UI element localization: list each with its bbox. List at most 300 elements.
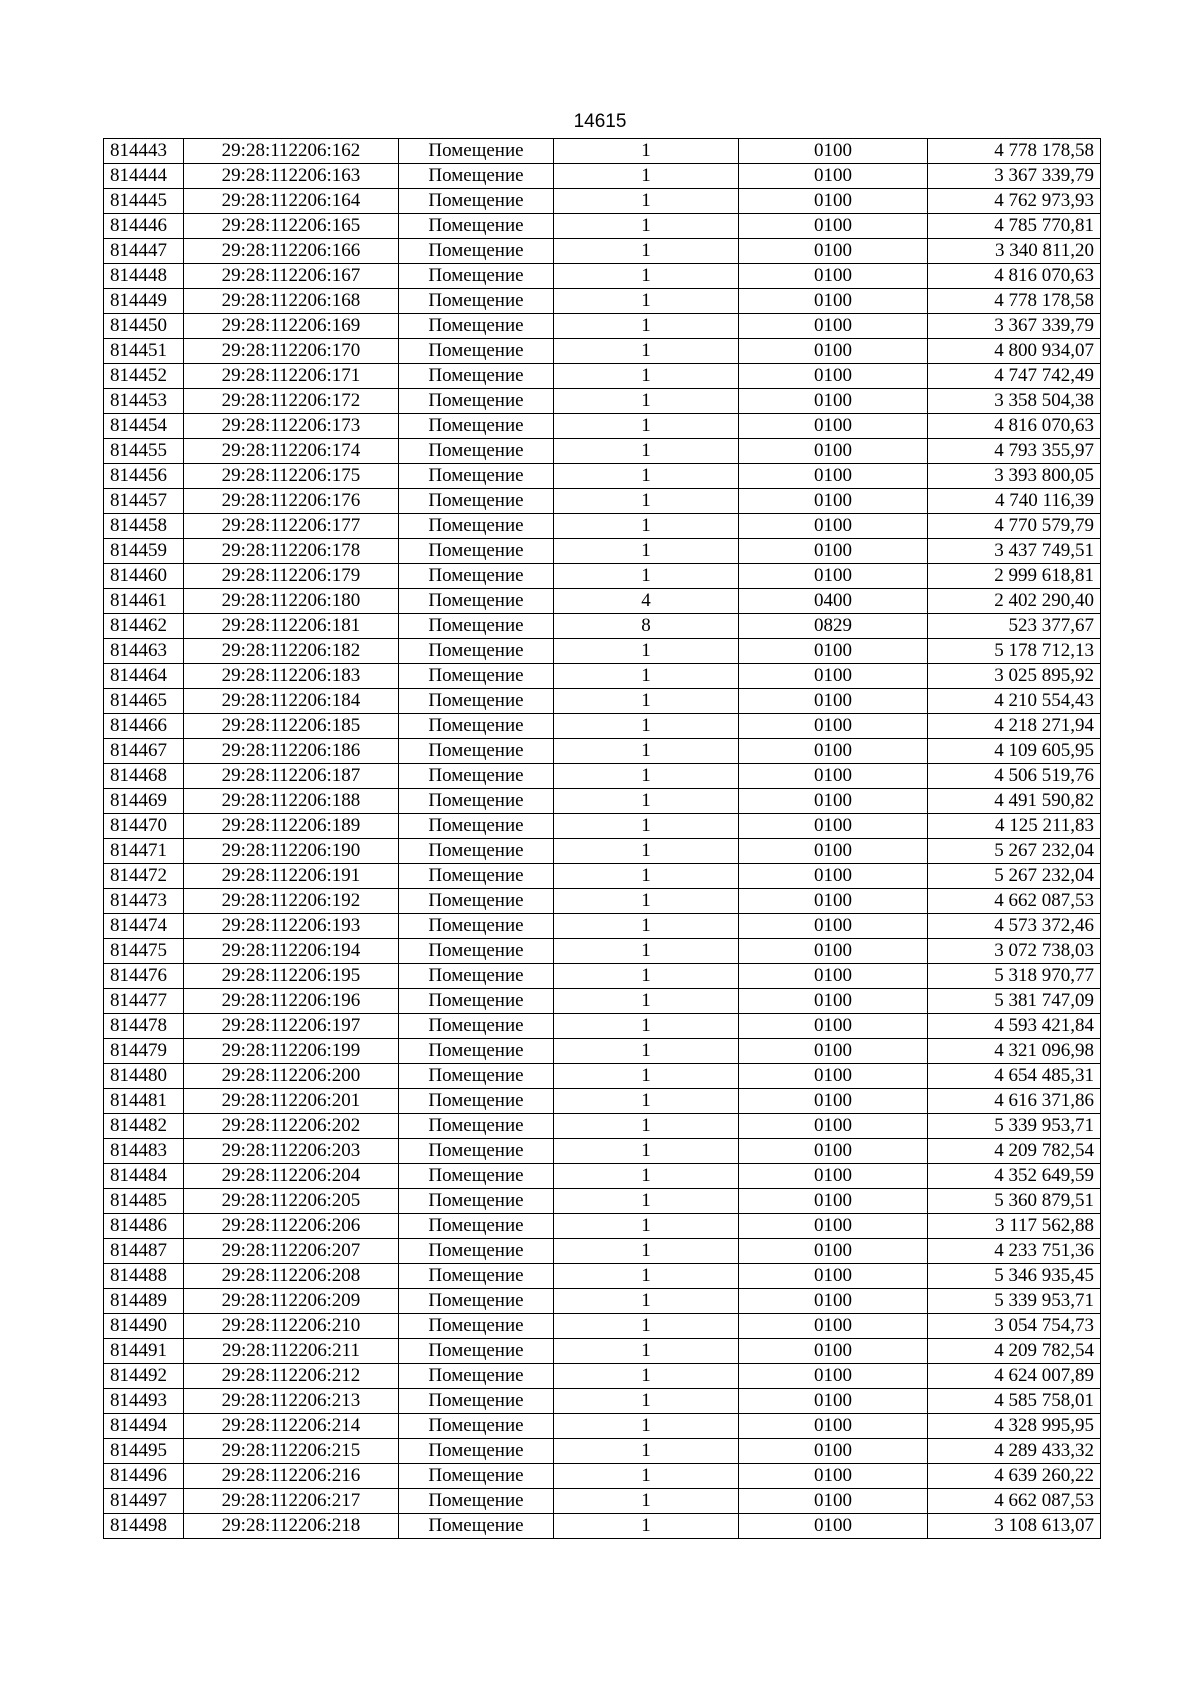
code-cell: 0100: [739, 1289, 928, 1314]
row-id-cell: 814461: [104, 589, 184, 614]
cadastral-number-cell: 29:28:112206:207: [184, 1239, 399, 1264]
cadastral-value-cell: 3 367 339,79: [928, 314, 1101, 339]
table-row: [104, 889, 1101, 914]
count-cell: 1: [554, 764, 739, 789]
table-row: [104, 464, 1101, 489]
cadastral-value-cell: 4 585 758,01: [928, 1389, 1101, 1414]
count-cell: 1: [554, 714, 739, 739]
table-row: [104, 1139, 1101, 1164]
code-cell: 0100: [739, 714, 928, 739]
row-id-cell: 814490: [104, 1314, 184, 1339]
table-row: [104, 539, 1101, 564]
cadastral-value-cell: 4 662 087,53: [928, 889, 1101, 914]
code-cell: 0100: [739, 914, 928, 939]
code-cell: 0100: [739, 1464, 928, 1489]
table-row: [104, 1289, 1101, 1314]
object-type-cell: Помещение: [399, 464, 554, 489]
cadastral-value-cell: 4 328 995,95: [928, 1414, 1101, 1439]
object-type-cell: Помещение: [399, 164, 554, 189]
cadastral-value-cell: 4 639 260,22: [928, 1464, 1101, 1489]
table-row: [104, 989, 1101, 1014]
code-cell: 0100: [739, 564, 928, 589]
row-id-cell: 814486: [104, 1214, 184, 1239]
cadastral-number-cell: 29:28:112206:186: [184, 739, 399, 764]
count-cell: 1: [554, 664, 739, 689]
count-cell: 1: [554, 314, 739, 339]
object-type-cell: Помещение: [399, 1389, 554, 1414]
row-id-cell: 814482: [104, 1114, 184, 1139]
code-cell: 0100: [739, 864, 928, 889]
cadastral-number-cell: 29:28:112206:187: [184, 764, 399, 789]
count-cell: 1: [554, 1114, 739, 1139]
row-id-cell: 814471: [104, 839, 184, 864]
object-type-cell: Помещение: [399, 1339, 554, 1364]
code-cell: 0100: [739, 1189, 928, 1214]
cadastral-number-cell: 29:28:112206:202: [184, 1114, 399, 1139]
cadastral-number-cell: 29:28:112206:190: [184, 839, 399, 864]
code-cell: 0829: [739, 614, 928, 639]
row-id-cell: 814449: [104, 289, 184, 314]
code-cell: 0100: [739, 889, 928, 914]
table-row: [104, 239, 1101, 264]
row-id-cell: 814463: [104, 639, 184, 664]
code-cell: 0100: [739, 1339, 928, 1364]
table-row: [104, 1414, 1101, 1439]
row-id-cell: 814498: [104, 1514, 184, 1539]
cadastral-value-cell: 5 267 232,04: [928, 839, 1101, 864]
cadastral-value-cell: 2 999 618,81: [928, 564, 1101, 589]
code-cell: 0100: [739, 189, 928, 214]
count-cell: 1: [554, 339, 739, 364]
count-cell: 1: [554, 1464, 739, 1489]
row-id-cell: 814470: [104, 814, 184, 839]
table-row: [104, 664, 1101, 689]
table-row: [104, 1464, 1101, 1489]
row-id-cell: 814495: [104, 1439, 184, 1464]
cadastral-value-cell: 3 117 562,88: [928, 1214, 1101, 1239]
count-cell: 1: [554, 564, 739, 589]
cadastral-value-cell: 4 770 579,79: [928, 514, 1101, 539]
registry-table: [103, 138, 1101, 1539]
object-type-cell: Помещение: [399, 614, 554, 639]
object-type-cell: Помещение: [399, 1214, 554, 1239]
count-cell: 1: [554, 939, 739, 964]
object-type-cell: Помещение: [399, 839, 554, 864]
table-row: [104, 1514, 1101, 1539]
row-id-cell: 814462: [104, 614, 184, 639]
count-cell: 1: [554, 1189, 739, 1214]
count-cell: 1: [554, 689, 739, 714]
cadastral-value-cell: 4 209 782,54: [928, 1339, 1101, 1364]
object-type-cell: Помещение: [399, 964, 554, 989]
count-cell: 1: [554, 964, 739, 989]
table-row: [104, 1014, 1101, 1039]
table-row: [104, 1189, 1101, 1214]
cadastral-number-cell: 29:28:112206:213: [184, 1389, 399, 1414]
cadastral-number-cell: 29:28:112206:197: [184, 1014, 399, 1039]
object-type-cell: Помещение: [399, 989, 554, 1014]
row-id-cell: 814443: [104, 139, 184, 164]
cadastral-number-cell: 29:28:112206:217: [184, 1489, 399, 1514]
table-row: [104, 214, 1101, 239]
table-row: [104, 264, 1101, 289]
code-cell: 0100: [739, 239, 928, 264]
cadastral-value-cell: 3 072 738,03: [928, 939, 1101, 964]
cadastral-value-cell: 3 340 811,20: [928, 239, 1101, 264]
cadastral-value-cell: 3 367 339,79: [928, 164, 1101, 189]
code-cell: 0100: [739, 1139, 928, 1164]
code-cell: 0100: [739, 314, 928, 339]
table-row: [104, 764, 1101, 789]
cadastral-value-cell: 4 816 070,63: [928, 264, 1101, 289]
cadastral-number-cell: 29:28:112206:189: [184, 814, 399, 839]
cadastral-value-cell: 4 209 782,54: [928, 1139, 1101, 1164]
object-type-cell: Помещение: [399, 1489, 554, 1514]
table-row: [104, 489, 1101, 514]
count-cell: 1: [554, 464, 739, 489]
row-id-cell: 814456: [104, 464, 184, 489]
row-id-cell: 814497: [104, 1489, 184, 1514]
table-row: [104, 314, 1101, 339]
cadastral-value-cell: 5 339 953,71: [928, 1289, 1101, 1314]
code-cell: 0100: [739, 1214, 928, 1239]
cadastral-number-cell: 29:28:112206:205: [184, 1189, 399, 1214]
cadastral-number-cell: 29:28:112206:195: [184, 964, 399, 989]
count-cell: 1: [554, 439, 739, 464]
row-id-cell: 814447: [104, 239, 184, 264]
cadastral-value-cell: 4 218 271,94: [928, 714, 1101, 739]
row-id-cell: 814493: [104, 1389, 184, 1414]
cadastral-number-cell: 29:28:112206:192: [184, 889, 399, 914]
cadastral-number-cell: 29:28:112206:200: [184, 1064, 399, 1089]
count-cell: 1: [554, 189, 739, 214]
count-cell: 1: [554, 864, 739, 889]
table-row: [104, 739, 1101, 764]
cadastral-number-cell: 29:28:112206:212: [184, 1364, 399, 1389]
cadastral-number-cell: 29:28:112206:196: [184, 989, 399, 1014]
table-row: [104, 364, 1101, 389]
count-cell: 1: [554, 164, 739, 189]
count-cell: 1: [554, 1239, 739, 1264]
row-id-cell: 814474: [104, 914, 184, 939]
cadastral-number-cell: 29:28:112206:162: [184, 139, 399, 164]
cadastral-number-cell: 29:28:112206:175: [184, 464, 399, 489]
object-type-cell: Помещение: [399, 239, 554, 264]
code-cell: 0100: [739, 1164, 928, 1189]
object-type-cell: Помещение: [399, 764, 554, 789]
cadastral-number-cell: 29:28:112206:168: [184, 289, 399, 314]
code-cell: 0400: [739, 589, 928, 614]
object-type-cell: Помещение: [399, 739, 554, 764]
table-row: [104, 1164, 1101, 1189]
count-cell: 1: [554, 414, 739, 439]
cadastral-number-cell: 29:28:112206:211: [184, 1339, 399, 1364]
cadastral-value-cell: 523 377,67: [928, 614, 1101, 639]
row-id-cell: 814444: [104, 164, 184, 189]
row-id-cell: 814480: [104, 1064, 184, 1089]
code-cell: 0100: [739, 1239, 928, 1264]
cadastral-value-cell: 3 393 800,05: [928, 464, 1101, 489]
code-cell: 0100: [739, 539, 928, 564]
table-row: [104, 339, 1101, 364]
cadastral-value-cell: 2 402 290,40: [928, 589, 1101, 614]
row-id-cell: 814475: [104, 939, 184, 964]
cadastral-value-cell: 4 491 590,82: [928, 789, 1101, 814]
object-type-cell: Помещение: [399, 489, 554, 514]
table-row: [104, 514, 1101, 539]
code-cell: 0100: [739, 489, 928, 514]
code-cell: 0100: [739, 289, 928, 314]
count-cell: 1: [554, 739, 739, 764]
table-row: [104, 689, 1101, 714]
count-cell: 1: [554, 989, 739, 1014]
object-type-cell: Помещение: [399, 714, 554, 739]
table-row: [104, 1214, 1101, 1239]
code-cell: 0100: [739, 814, 928, 839]
cadastral-value-cell: 4 289 433,32: [928, 1439, 1101, 1464]
table-row: [104, 789, 1101, 814]
table-row: [104, 189, 1101, 214]
cadastral-value-cell: 5 339 953,71: [928, 1114, 1101, 1139]
object-type-cell: Помещение: [399, 864, 554, 889]
code-cell: 0100: [739, 214, 928, 239]
cadastral-number-cell: 29:28:112206:167: [184, 264, 399, 289]
table-row: [104, 589, 1101, 614]
code-cell: 0100: [739, 689, 928, 714]
row-id-cell: 814487: [104, 1239, 184, 1264]
code-cell: 0100: [739, 339, 928, 364]
table-row: [104, 1064, 1101, 1089]
table-row: [104, 1039, 1101, 1064]
table-row: [104, 1114, 1101, 1139]
row-id-cell: 814472: [104, 864, 184, 889]
object-type-cell: Помещение: [399, 289, 554, 314]
cadastral-number-cell: 29:28:112206:215: [184, 1439, 399, 1464]
row-id-cell: 814452: [104, 364, 184, 389]
cadastral-number-cell: 29:28:112206:170: [184, 339, 399, 364]
cadastral-value-cell: 3 437 749,51: [928, 539, 1101, 564]
cadastral-value-cell: 4 778 178,58: [928, 139, 1101, 164]
cadastral-number-cell: 29:28:112206:201: [184, 1089, 399, 1114]
cadastral-value-cell: 4 573 372,46: [928, 914, 1101, 939]
cadastral-value-cell: 4 210 554,43: [928, 689, 1101, 714]
count-cell: 1: [554, 1489, 739, 1514]
code-cell: 0100: [739, 139, 928, 164]
code-cell: 0100: [739, 264, 928, 289]
table-row: [104, 564, 1101, 589]
row-id-cell: 814478: [104, 1014, 184, 1039]
count-cell: 1: [554, 889, 739, 914]
object-type-cell: Помещение: [399, 414, 554, 439]
count-cell: 1: [554, 914, 739, 939]
table-row: [104, 164, 1101, 189]
object-type-cell: Помещение: [399, 589, 554, 614]
row-id-cell: 814479: [104, 1039, 184, 1064]
code-cell: 0100: [739, 439, 928, 464]
code-cell: 0100: [739, 664, 928, 689]
code-cell: 0100: [739, 739, 928, 764]
code-cell: 0100: [739, 464, 928, 489]
table-row: [104, 139, 1101, 164]
cadastral-value-cell: 5 381 747,09: [928, 989, 1101, 1014]
row-id-cell: 814453: [104, 389, 184, 414]
cadastral-value-cell: 4 662 087,53: [928, 1489, 1101, 1514]
object-type-cell: Помещение: [399, 664, 554, 689]
object-type-cell: Помещение: [399, 639, 554, 664]
cadastral-number-cell: 29:28:112206:194: [184, 939, 399, 964]
cadastral-value-cell: 5 360 879,51: [928, 1189, 1101, 1214]
code-cell: 0100: [739, 964, 928, 989]
count-cell: 1: [554, 539, 739, 564]
cadastral-number-cell: 29:28:112206:176: [184, 489, 399, 514]
cadastral-value-cell: 5 267 232,04: [928, 864, 1101, 889]
count-cell: 1: [554, 1089, 739, 1114]
table-row: [104, 389, 1101, 414]
code-cell: 0100: [739, 1314, 928, 1339]
page-number: 14615: [573, 111, 627, 132]
row-id-cell: 814489: [104, 1289, 184, 1314]
cadastral-number-cell: 29:28:112206:203: [184, 1139, 399, 1164]
cadastral-value-cell: 4 125 211,83: [928, 814, 1101, 839]
cadastral-number-cell: 29:28:112206:164: [184, 189, 399, 214]
code-cell: 0100: [739, 1389, 928, 1414]
cadastral-value-cell: 4 793 355,97: [928, 439, 1101, 464]
count-cell: 1: [554, 289, 739, 314]
object-type-cell: Помещение: [399, 1289, 554, 1314]
row-id-cell: 814451: [104, 339, 184, 364]
row-id-cell: 814454: [104, 414, 184, 439]
code-cell: 0100: [739, 1364, 928, 1389]
cadastral-value-cell: 5 318 970,77: [928, 964, 1101, 989]
count-cell: 1: [554, 814, 739, 839]
cadastral-value-cell: 4 593 421,84: [928, 1014, 1101, 1039]
object-type-cell: Помещение: [399, 889, 554, 914]
code-cell: 0100: [739, 1439, 928, 1464]
object-type-cell: Помещение: [399, 1139, 554, 1164]
row-id-cell: 814468: [104, 764, 184, 789]
row-id-cell: 814450: [104, 314, 184, 339]
count-cell: 1: [554, 1389, 739, 1414]
count-cell: 1: [554, 264, 739, 289]
count-cell: 1: [554, 514, 739, 539]
row-id-cell: 814483: [104, 1139, 184, 1164]
cadastral-number-cell: 29:28:112206:181: [184, 614, 399, 639]
cadastral-number-cell: 29:28:112206:177: [184, 514, 399, 539]
cadastral-value-cell: 4 785 770,81: [928, 214, 1101, 239]
code-cell: 0100: [739, 389, 928, 414]
row-id-cell: 814494: [104, 1414, 184, 1439]
count-cell: 4: [554, 589, 739, 614]
table-row: [104, 1339, 1101, 1364]
count-cell: 1: [554, 1414, 739, 1439]
row-id-cell: 814496: [104, 1464, 184, 1489]
code-cell: 0100: [739, 764, 928, 789]
registry-table-body: [104, 139, 1101, 1539]
cadastral-number-cell: 29:28:112206:209: [184, 1289, 399, 1314]
count-cell: 1: [554, 1039, 739, 1064]
table-row: [104, 614, 1101, 639]
cadastral-value-cell: 4 109 605,95: [928, 739, 1101, 764]
cadastral-value-cell: 4 778 178,58: [928, 289, 1101, 314]
cadastral-value-cell: 4 654 485,31: [928, 1064, 1101, 1089]
row-id-cell: 814455: [104, 439, 184, 464]
table-row: [104, 914, 1101, 939]
count-cell: 1: [554, 389, 739, 414]
object-type-cell: Помещение: [399, 1514, 554, 1539]
cadastral-number-cell: 29:28:112206:206: [184, 1214, 399, 1239]
row-id-cell: 814484: [104, 1164, 184, 1189]
cadastral-number-cell: 29:28:112206:191: [184, 864, 399, 889]
object-type-cell: Помещение: [399, 539, 554, 564]
object-type-cell: Помещение: [399, 514, 554, 539]
count-cell: 1: [554, 839, 739, 864]
table-row: [104, 639, 1101, 664]
cadastral-number-cell: 29:28:112206:188: [184, 789, 399, 814]
cadastral-number-cell: 29:28:112206:179: [184, 564, 399, 589]
cadastral-number-cell: 29:28:112206:173: [184, 414, 399, 439]
cadastral-value-cell: 3 054 754,73: [928, 1314, 1101, 1339]
row-id-cell: 814459: [104, 539, 184, 564]
count-cell: 1: [554, 239, 739, 264]
count-cell: 1: [554, 1339, 739, 1364]
count-cell: 1: [554, 1514, 739, 1539]
count-cell: 1: [554, 364, 739, 389]
object-type-cell: Помещение: [399, 789, 554, 814]
row-id-cell: 814458: [104, 514, 184, 539]
object-type-cell: Помещение: [399, 689, 554, 714]
code-cell: 0100: [739, 1514, 928, 1539]
cadastral-number-cell: 29:28:112206:199: [184, 1039, 399, 1064]
cadastral-value-cell: 4 321 096,98: [928, 1039, 1101, 1064]
cadastral-number-cell: 29:28:112206:218: [184, 1514, 399, 1539]
cadastral-value-cell: 3 358 504,38: [928, 389, 1101, 414]
cadastral-number-cell: 29:28:112206:216: [184, 1464, 399, 1489]
code-cell: 0100: [739, 1489, 928, 1514]
code-cell: 0100: [739, 164, 928, 189]
row-id-cell: 814445: [104, 189, 184, 214]
object-type-cell: Помещение: [399, 914, 554, 939]
cadastral-number-cell: 29:28:112206:182: [184, 639, 399, 664]
object-type-cell: Помещение: [399, 1089, 554, 1114]
row-id-cell: 814485: [104, 1189, 184, 1214]
cadastral-value-cell: 4 747 742,49: [928, 364, 1101, 389]
row-id-cell: 814477: [104, 989, 184, 1014]
object-type-cell: Помещение: [399, 939, 554, 964]
count-cell: 1: [554, 214, 739, 239]
row-id-cell: 814465: [104, 689, 184, 714]
code-cell: 0100: [739, 1064, 928, 1089]
code-cell: 0100: [739, 839, 928, 864]
code-cell: 0100: [739, 414, 928, 439]
table-row: [104, 414, 1101, 439]
row-id-cell: 814473: [104, 889, 184, 914]
count-cell: 1: [554, 1289, 739, 1314]
table-row: [104, 1314, 1101, 1339]
table-row: [104, 864, 1101, 889]
cadastral-number-cell: 29:28:112206:193: [184, 914, 399, 939]
code-cell: 0100: [739, 989, 928, 1014]
cadastral-number-cell: 29:28:112206:178: [184, 539, 399, 564]
count-cell: 1: [554, 1439, 739, 1464]
table-row: [104, 1089, 1101, 1114]
cadastral-value-cell: 3 108 613,07: [928, 1514, 1101, 1539]
row-id-cell: 814448: [104, 264, 184, 289]
row-id-cell: 814466: [104, 714, 184, 739]
object-type-cell: Помещение: [399, 1064, 554, 1089]
cadastral-value-cell: 4 816 070,63: [928, 414, 1101, 439]
object-type-cell: Помещение: [399, 1439, 554, 1464]
object-type-cell: Помещение: [399, 1039, 554, 1064]
